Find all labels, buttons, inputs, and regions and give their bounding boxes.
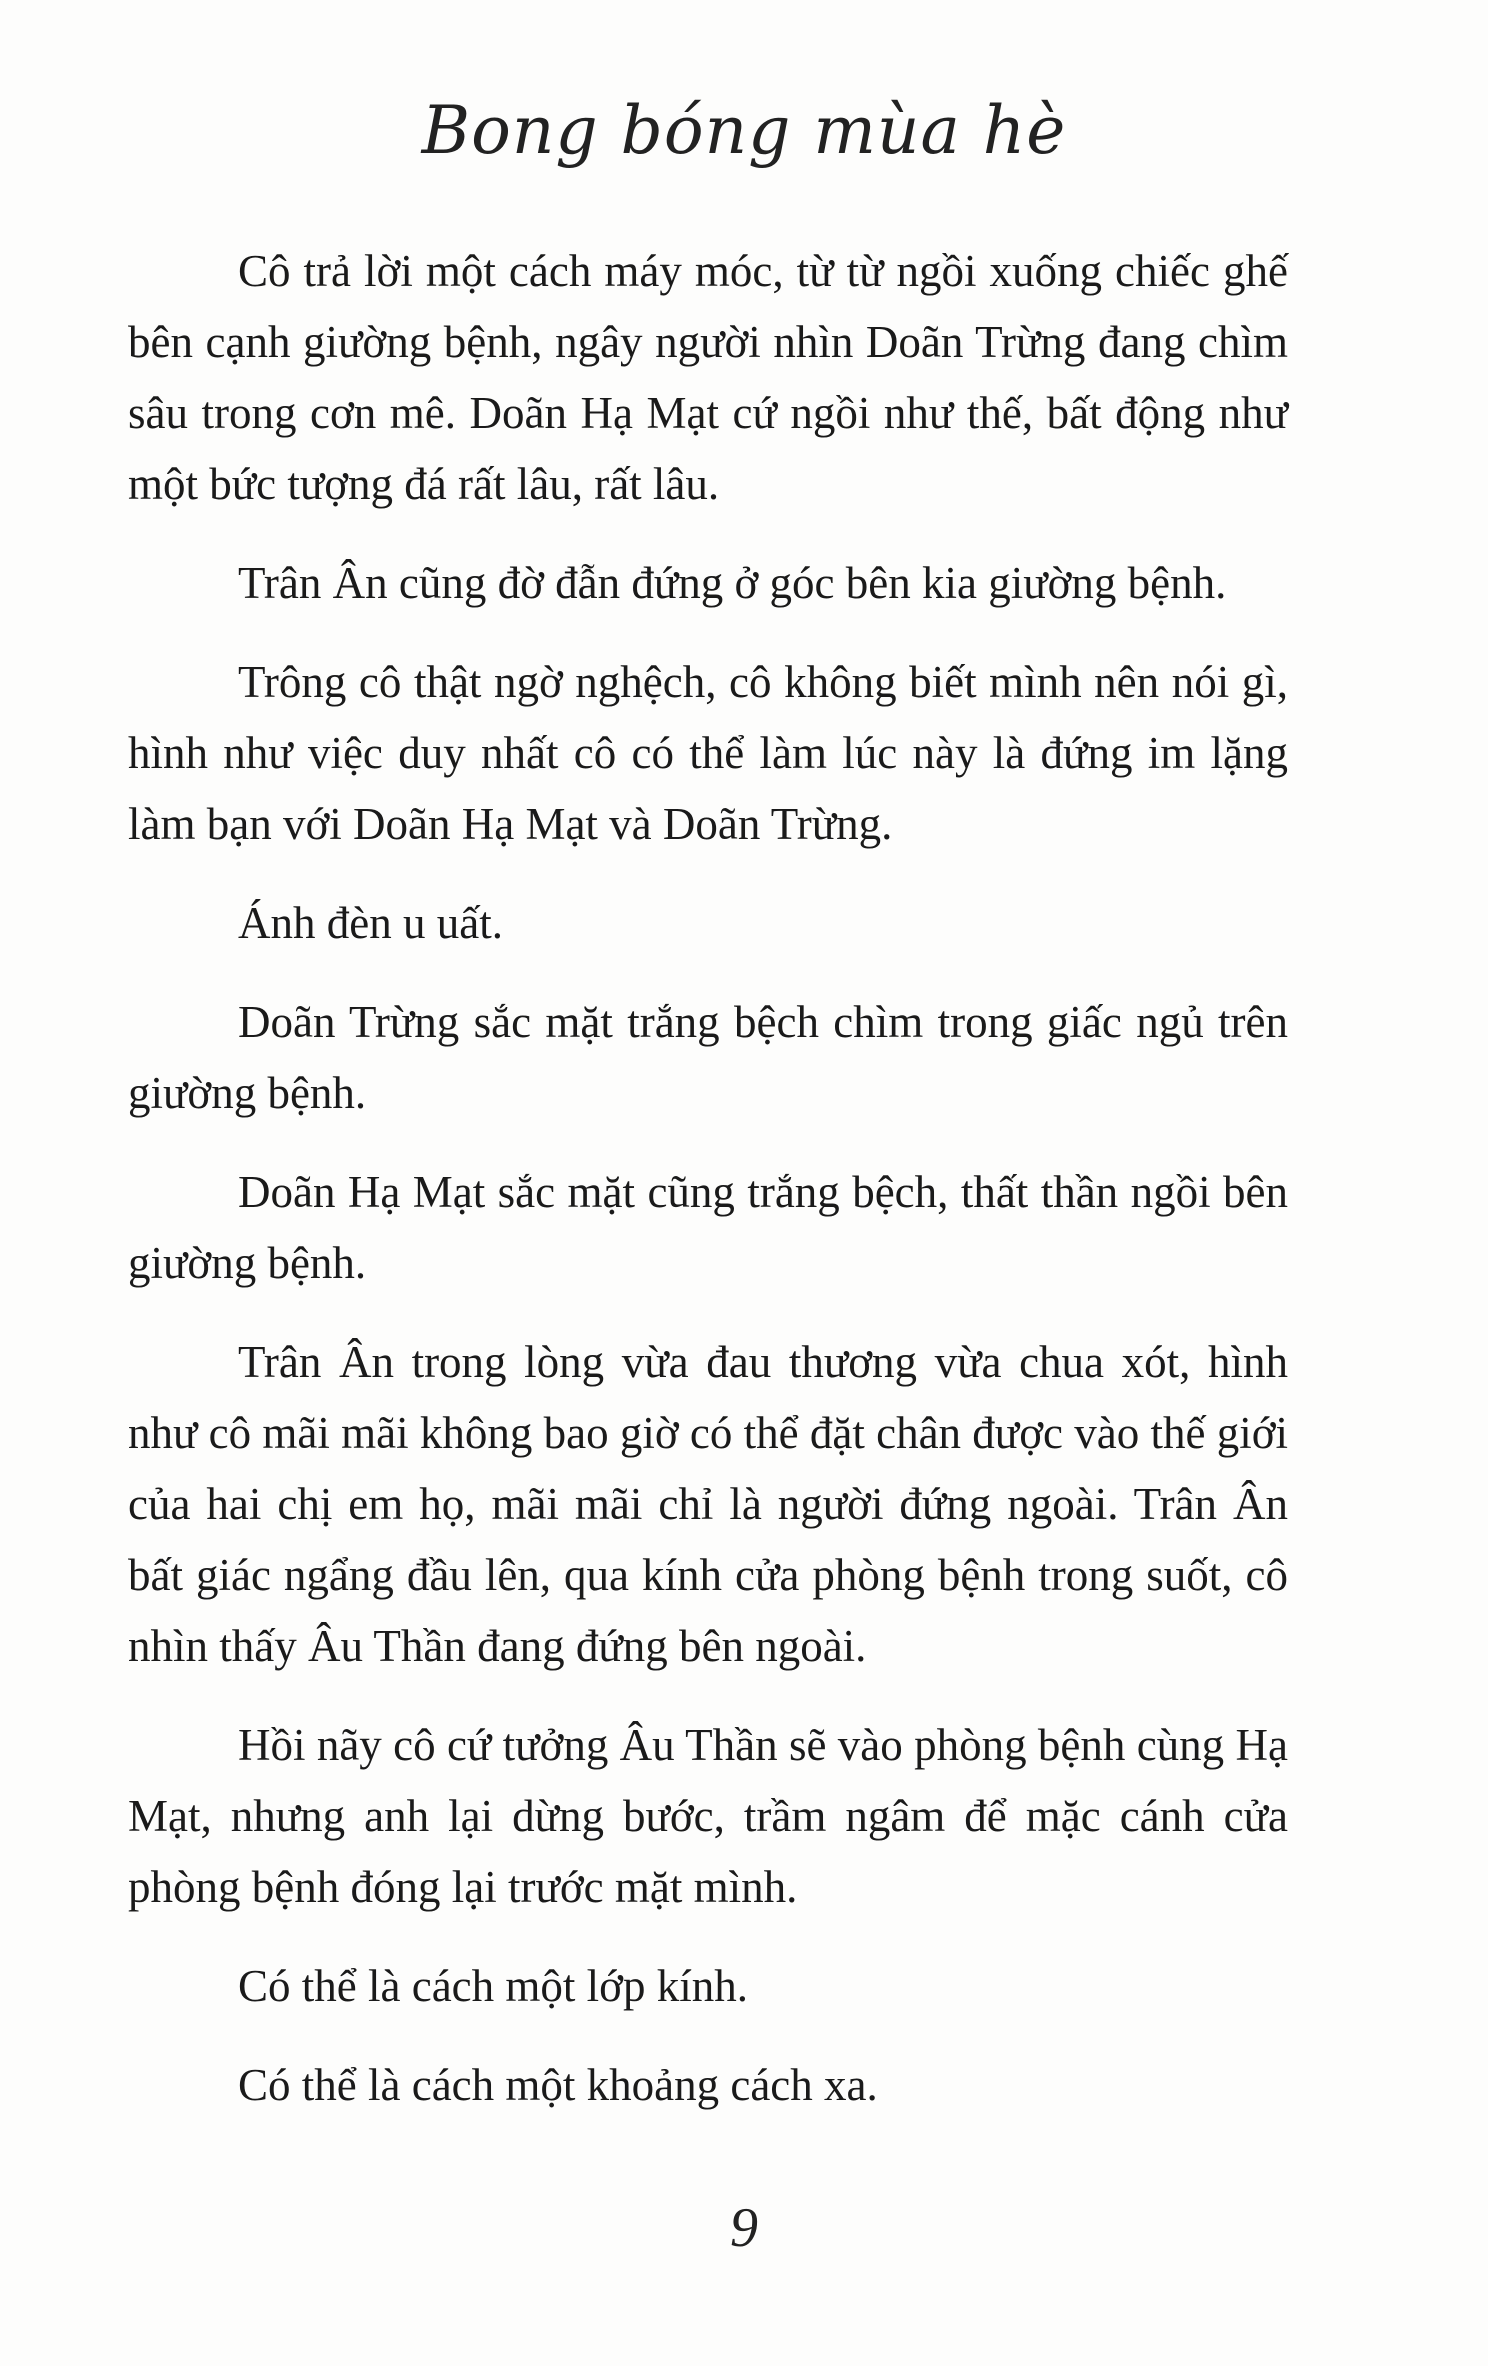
paragraph: Doãn Trừng sắc mặt trắng bệch chìm trong giấc ngủ trên giường bệnh. — [128, 997, 1288, 1118]
paragraph: Ánh đèn u uất. — [238, 898, 503, 948]
page-number: 9 — [730, 2197, 758, 2259]
paragraph: Trân Ân trong lòng vừa đau thương vừa chua xót, hình như cô mãi mãi không bao giờ có thể đặt chân được vào thế giới của hai chị em họ, mãi mãi chỉ là người đứng ngoài. Trân Ân bất giác ngẩng đầu lên, qua kính cửa phòng bệnh trong suốt, cô nhìn thấy Âu Thần đang đứng bên ngoài. — [128, 1337, 1288, 1671]
paragraph: Doãn Hạ Mạt sắc mặt cũng trắng bệch, thất thần ngồi bên giường bệnh. — [128, 1167, 1288, 1288]
paragraph: Có thể là cách một lớp kính. — [238, 1961, 748, 2011]
paragraph: Trông cô thật ngờ nghệch, cô không biết mình nên nói gì, hình như việc duy nhất cô có thể làm lúc này là đứng im lặng làm bạn với Doãn Hạ Mạt và Doãn Trừng. — [128, 657, 1288, 849]
paragraph: Hồi nãy cô cứ tưởng Âu Thần sẽ vào phòng bệnh cùng Hạ Mạt, nhưng anh lại dừng bước, trầm ngâm để mặc cánh cửa phòng bệnh đóng lại trước mặt mình. — [128, 1720, 1288, 1912]
body-text — [128, 236, 1288, 2149]
paragraph: Trân Ân cũng đờ đẫn đứng ở góc bên kia giường bệnh. — [238, 558, 1227, 608]
paragraph: Cô trả lời một cách máy móc, từ từ ngồi xuống chiếc ghế bên cạnh giường bệnh, ngây người nhìn Doãn Trừng đang chìm sâu trong cơn mê. Doãn Hạ Mạt cứ ngồi như thế, bất động như một bức tượng đá rất lâu, rất lâu. — [128, 246, 1288, 509]
paragraph: Có thể là cách một khoảng cách xa. — [238, 2060, 878, 2110]
running-header-title: Bong bóng mùa hè — [421, 92, 1067, 169]
